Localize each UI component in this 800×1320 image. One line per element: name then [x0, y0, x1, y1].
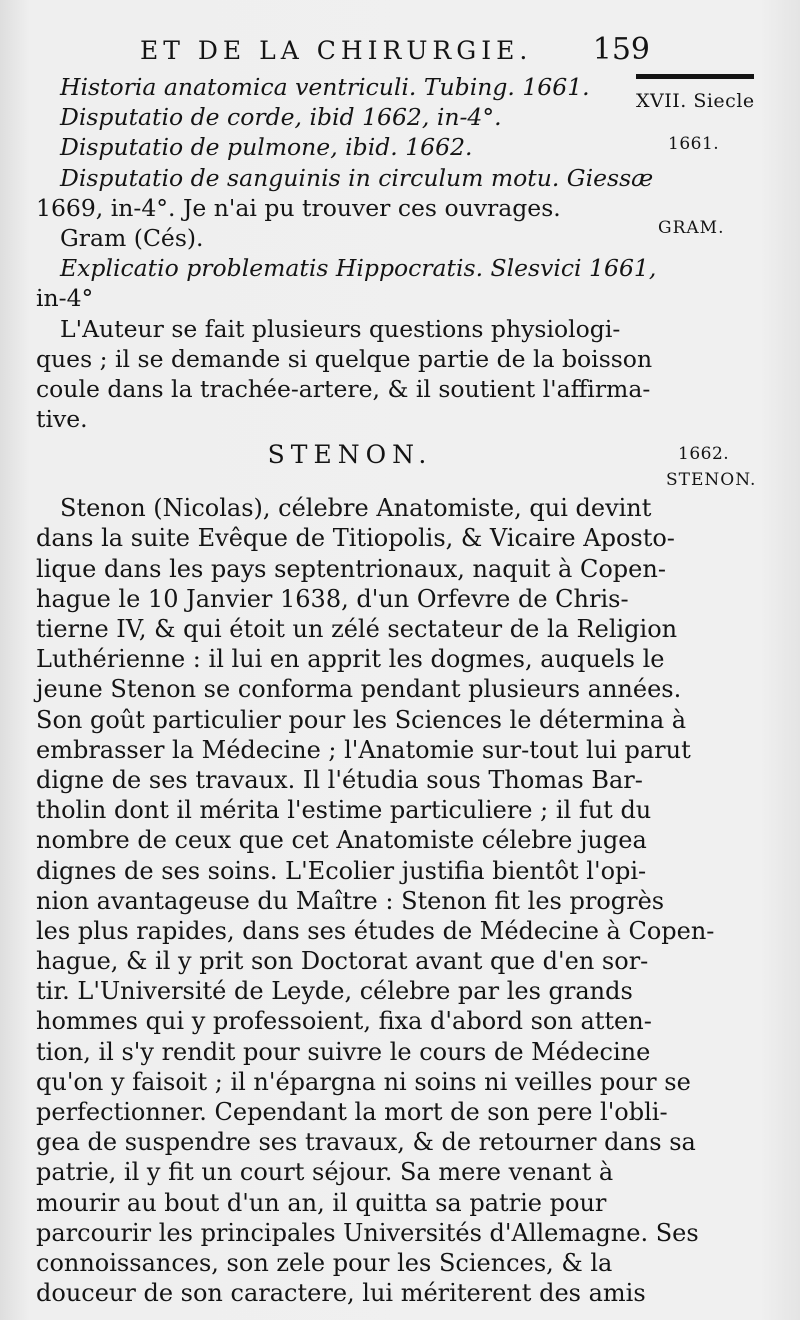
text-line: L'Auteur se fait plusieurs questions physiologi-: [60, 314, 621, 343]
bib-entry: Disputatio de sanguinis in circulum motu. Giessæ: [60, 163, 654, 192]
margin-rule: [636, 74, 754, 79]
text-line: tierne IV, & qui étoit un zélé sectateur de la Religion: [36, 615, 678, 643]
text-line: gea de suspendre ses travaux, & de retourner dans sa: [36, 1128, 696, 1157]
text-line: hommes qui y professoient, fixa d'abord son atten-: [36, 1007, 652, 1036]
text-line: nombre de ceux que cet Anatomiste célebre jugea: [36, 826, 647, 855]
page-number: 159: [592, 32, 650, 67]
text-line: Stenon (Nicolas), célebre Anatomiste, qui devint: [60, 494, 652, 523]
text-line: coule dans la trachée-artere, & il soutient l'affirma-: [36, 374, 651, 403]
text-line: jeune Stenon se conforma pendant plusieurs années.: [36, 675, 682, 704]
text-line: douceur de son caractere, lui mériterent des amis: [36, 1279, 646, 1308]
text-line: nion avantageuse du Maître : Stenon fit les progrès: [36, 886, 665, 915]
section-title: STENON.: [267, 440, 433, 470]
text-line: dans la suite Evêque de Titiopolis, & Vicaire Aposto-: [36, 524, 675, 553]
text-line: tir. L'Université de Leyde, célebre par les grands: [36, 977, 633, 1006]
margin-stenon: STENON.: [666, 470, 757, 490]
text-line: tholin dont il mérita l'estime particuliere ; il fut du: [36, 796, 652, 825]
bib-entry: Disputatio de pulmone, ibid. 1662.: [60, 133, 473, 162]
text-line: mourir au bout d'un an, il quitta sa patrie pour: [36, 1188, 607, 1217]
margin-year-1662: 1662.: [678, 444, 730, 464]
text-line: lique dans les pays septentrionaux, naquit à Copen-: [36, 554, 666, 583]
text-line: Luthérienne : il lui en apprit les dogmes, auquels le: [36, 645, 665, 674]
text-line: qu'on y faisoit ; il n'épargna ni soins ni veilles pour se: [36, 1067, 691, 1096]
margin-year-1661: 1661.: [668, 134, 720, 154]
author-entry: Gram (Cés).: [60, 223, 204, 252]
bib-entry: Disputatio de corde, ibid 1662, in-4°.: [60, 103, 502, 132]
bib-entry: in-4°: [36, 284, 94, 313]
text-line: Son goût particulier pour les Sciences le détermina à: [36, 705, 687, 734]
text-line: ques ; il se demande si quelque partie de la boisson: [36, 344, 653, 373]
text-line: patrie, il y fit un court séjour. Sa mere venant à: [36, 1158, 614, 1187]
biography-paragraph: [36, 494, 715, 1309]
margin-gram: GRAM.: [658, 218, 725, 238]
bib-entry: Explicatio problematis Hippocratis. Slesvici 1661,: [60, 254, 657, 283]
text-line: perfectionner. Cependant la mort de son pere l'obli-: [36, 1098, 668, 1126]
text-line: dignes de ses soins. L'Ecolier justifia bientôt l'opi-: [36, 856, 647, 885]
text-line: digne de ses travaux. Il l'étudia sous Thomas Bar-: [36, 765, 643, 794]
bib-entry: Historia anatomica ventriculi. Tubing. 1661.: [60, 73, 590, 101]
text-line: parcourir les principales Universités d'Allemagne. Ses: [36, 1218, 699, 1247]
running-head: ET DE LA CHIRURGIE.: [140, 36, 533, 65]
text-line: les plus rapides, dans ses études de Médecine à Copen-: [36, 916, 715, 945]
text-line: hague le 10 Janvier 1638, d'un Orfevre de Chris-: [36, 584, 629, 613]
text-line: tion, il s'y rendit pour suivre le cours de Médecine: [36, 1037, 651, 1066]
margin-century: XVII. Siecle: [636, 90, 755, 112]
text-line: connoissances, son zele pour les Sciences, & la: [36, 1248, 613, 1277]
bib-entry: 1669, in-4°. Je n'ai pu trouver ces ouvrages.: [36, 193, 561, 222]
text-line: tive.: [36, 405, 88, 434]
text-line: embrasser la Médecine ; l'Anatomie sur-tout lui parut: [36, 735, 691, 764]
text-line: hague, & il y prit son Doctorat avant que d'en sor-: [36, 947, 649, 976]
page-header: [130, 32, 650, 72]
